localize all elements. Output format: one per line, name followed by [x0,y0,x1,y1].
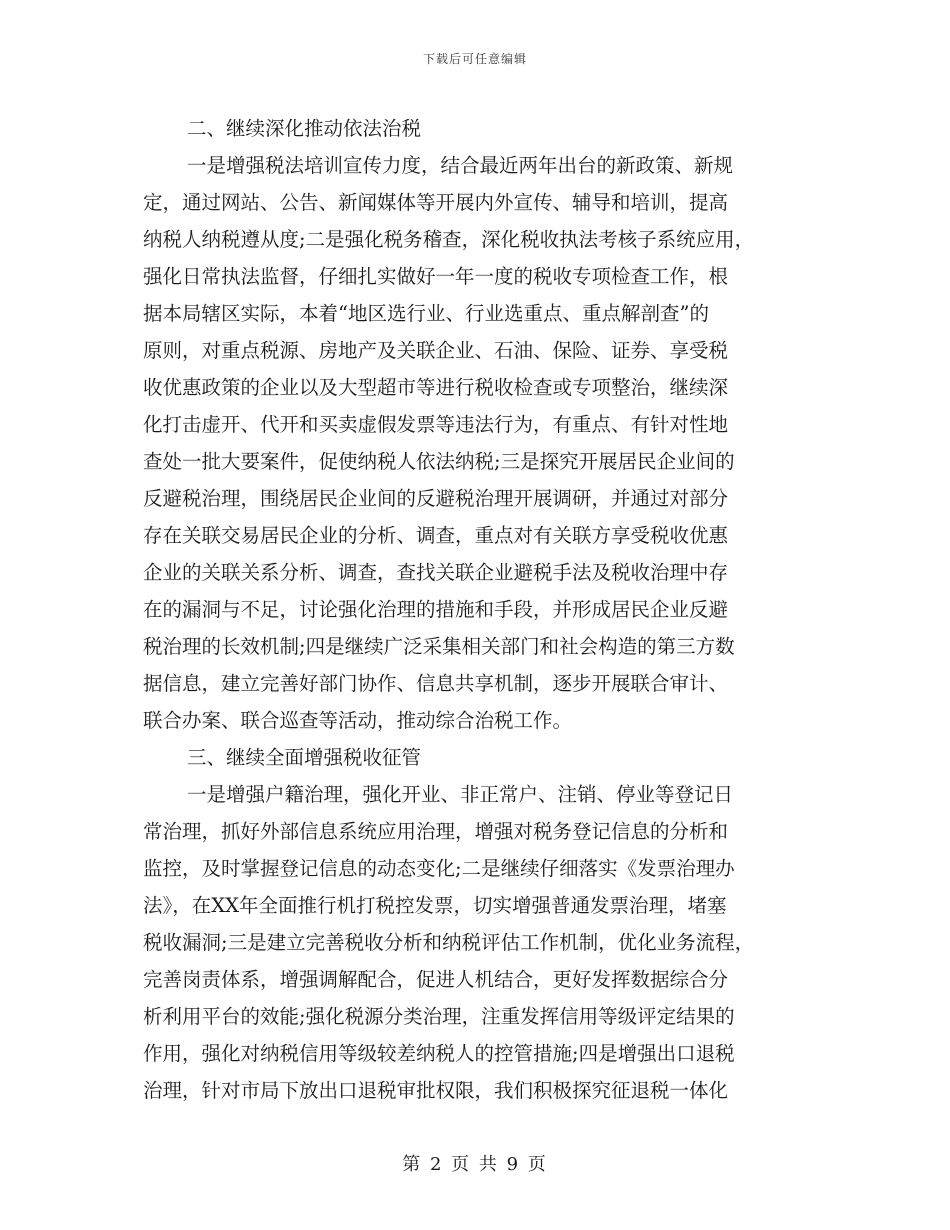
text-line: 法》，在XX年全面推行机打税控发票，切实增强普通发票治理，堵塞 [143,894,727,917]
text-line: 一是增强税法培训宣传力度，结合最近两年出台的新政策、新规 [187,154,734,177]
text-line: 治理，针对市局下放出口退税审批权限，我们积极探究征退税一体化 [143,1079,729,1102]
text-line: 在的漏洞与不足，讨论强化治理的措施和手段，并形成居民企业反避 [143,598,729,621]
text-line: 化打击虚开、代开和买卖虚假发票等违法行为，有重点、有针对性地 [143,413,729,436]
text-line: 存在关联交易居民企业的分析、调查，重点对有关联方享受税收优惠 [143,524,729,547]
text-line: 完善岗责体系，增强调解配合，促进人机结合，更好发挥数据综合分 [143,968,729,991]
text-line: 企业的关联关系分析、调查，查找关联企业避税手法及税收治理中存 [143,561,729,584]
text-line: 联合办案、联合巡查等活动，推动综合治税工作。 [143,709,573,732]
document-body [143,110,811,1109]
text-line: 反避税治理，围绕居民企业间的反避税治理开展调研，并通过对部分 [143,487,729,510]
text-line: 常治理，抓好外部信息系统应用治理，增强对税务登记信息的分析和 [143,820,729,843]
text-line: 二、继续深化推动依法治税 [187,117,422,140]
text-line: 纳税人纳税遵从度;二是强化税务稽查，深化税收执法考核子系统应用， [143,228,755,251]
page-footer: 第 2 页 共 9 页 [402,1154,548,1175]
text-line: 作用，强化对纳税信用等级较差纳税人的控管措施;四是增强出口退税 [143,1042,735,1065]
page-header: 下载后可任意编辑 [422,52,527,66]
text-line: 据本局辖区实际，本着“地区选行业、行业选重点、重点解剖查”的 [143,302,709,325]
text-line: 一是增强户籍治理，强化开业、非正常户、注销、停业等登记日 [187,783,734,806]
text-line: 税治理的长效机制;四是继续广泛采集相关部门和社会构造的第三方数 [143,635,735,658]
text-line: 监控，及时掌握登记信息的动态变化;二是继续仔细落实《发票治理办 [143,857,735,880]
text-line: 析利用平台的效能;强化税源分类治理，注重发挥信用等级评定结果的 [143,1005,735,1028]
text-line: 三、继续全面增强税收征管 [187,746,422,769]
text-line: 强化日常执法监督，仔细扎实做好一年一度的税收专项检查工作，根 [143,265,729,288]
text-line: 查处一批大要案件，促使纳税人依法纳税;三是探究开展居民企业间的 [143,450,735,473]
text-line: 原则，对重点税源、房地产及关联企业、石油、保险、证券、享受税 [143,339,729,362]
text-line: 定，通过网站、公告、新闻媒体等开展内外宣传、辅导和培训，提高 [143,191,729,214]
text-line: 收优惠政策的企业以及大型超市等进行税收检查或专项整治，继续深 [143,376,729,399]
text-line: 据信息，建立完善好部门协作、信息共享机制，逐步开展联合审计、 [143,672,729,695]
text-line: 税收漏洞;三是建立完善税收分析和纳税评估工作机制，优化业务流程， [143,931,755,954]
